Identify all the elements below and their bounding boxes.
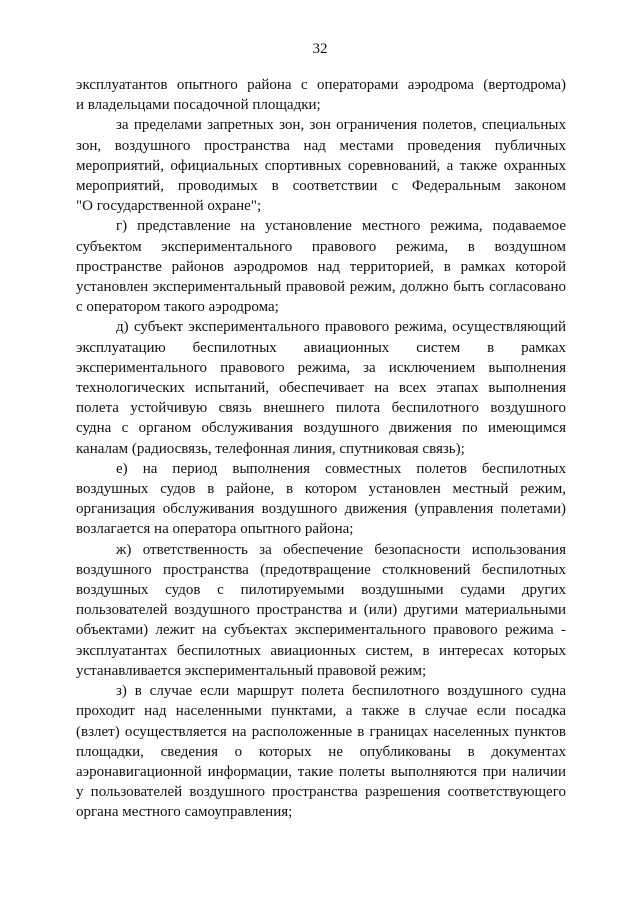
paragraph-line: проходит над населенными пунктами, а также в случае если посадка — [76, 703, 566, 720]
paragraph-line: технологических испытаний, обеспечивает на всех этапах выполнения — [76, 380, 566, 397]
paragraph — [76, 681, 566, 822]
paragraph-line: у пользователей воздушного пространства разрешения соответствующего — [76, 784, 566, 801]
paragraph-line: "О государственной охране"; — [76, 198, 262, 215]
paragraph — [76, 75, 566, 115]
paragraph-line: воздушного пространства (предотвращение столкновений беспилотных — [76, 561, 566, 578]
paragraph-line: полета устойчивую связь внешнего пилота беспилотного воздушного — [76, 400, 566, 417]
paragraph-line: эксплуатантов опытного района с операторами аэродрома (вертодрома) — [76, 77, 566, 93]
paragraph-line: аэронавигационной информации, такие полеты выполняются при наличии — [76, 763, 566, 780]
paragraph-line: г) представление на установление местного режима, подаваемое — [116, 218, 566, 235]
paragraph-line: эксплуатантах беспилотных авиационных систем, в интересах которых — [76, 642, 566, 659]
paragraph-line: е) на период выполнения совместных полетов беспилотных — [116, 460, 566, 477]
paragraph-line: экспериментального правового режима, за исключением выполнения — [76, 359, 566, 376]
paragraph-line: и владельцами посадочной площадки; — [76, 97, 321, 114]
paragraph-line: ж) ответственность за обеспечение безопасности использования — [116, 541, 566, 558]
paragraph-line: установлен экспериментальный правовой режим, должно быть согласовано — [76, 279, 566, 296]
paragraph-line: з) в случае если маршрут полета беспилотного воздушного судна — [116, 683, 566, 700]
paragraph-line: мероприятий, официальных спортивных соревнований, а также охранных — [76, 157, 566, 174]
paragraph — [76, 459, 566, 540]
paragraph-line: каналам (радиосвязь, телефонная линия, спутниковая связь); — [76, 440, 465, 457]
paragraph-line: зон, воздушного пространства над местами проведения публичных — [76, 137, 566, 154]
document-body — [76, 75, 566, 823]
paragraph-line: площадки, сведения о которых не опубликованы в документах — [76, 743, 566, 760]
paragraph-line: воздушных судов в районе, в котором установлен местный режим, — [76, 481, 566, 498]
paragraph-line: (взлет) осуществляется на расположенные в границах населенных пунктов — [76, 723, 566, 740]
paragraph — [76, 317, 566, 458]
paragraph — [76, 115, 566, 216]
paragraph-line: устанавливается экспериментальный правовой режим; — [76, 662, 427, 679]
paragraph-line: возлагается на оператора опытного района; — [76, 521, 354, 538]
paragraph-line: организация обслуживания воздушного движения (управления полетами) — [76, 501, 566, 518]
paragraph — [76, 540, 566, 681]
paragraph-line: пользователей воздушного пространства и (или) другими материальными — [76, 602, 566, 619]
page-number: 32 — [312, 41, 328, 57]
paragraph-line: пространстве районов аэродромов над территорией, в рамках которой — [76, 258, 566, 275]
paragraph-line: мероприятий, проводимых в соответствии с Федеральным законом — [76, 178, 566, 195]
paragraph-line: эксплуатацию беспилотных авиационных систем в рамках — [76, 339, 566, 356]
paragraph-line: д) субъект экспериментального правового режима, осуществляющий — [116, 319, 566, 336]
paragraph-line: объектами) лежит на субъектах экспериментального правового режима - — [76, 622, 566, 639]
paragraph — [76, 216, 566, 317]
paragraph-line: субъектом экспериментального правового режима, в воздушном — [76, 238, 566, 255]
paragraph-line: органа местного самоуправления; — [76, 804, 293, 821]
paragraph-line: судна с органом обслуживания воздушного движения по имеющимся — [76, 420, 566, 437]
paragraph-line: за пределами запретных зон, зон ограничения полетов, специальных — [116, 117, 566, 134]
paragraph-line: с оператором такого аэродрома; — [76, 299, 279, 316]
paragraph-line: воздушных судов с пилотируемыми воздушными судами других — [76, 582, 566, 599]
